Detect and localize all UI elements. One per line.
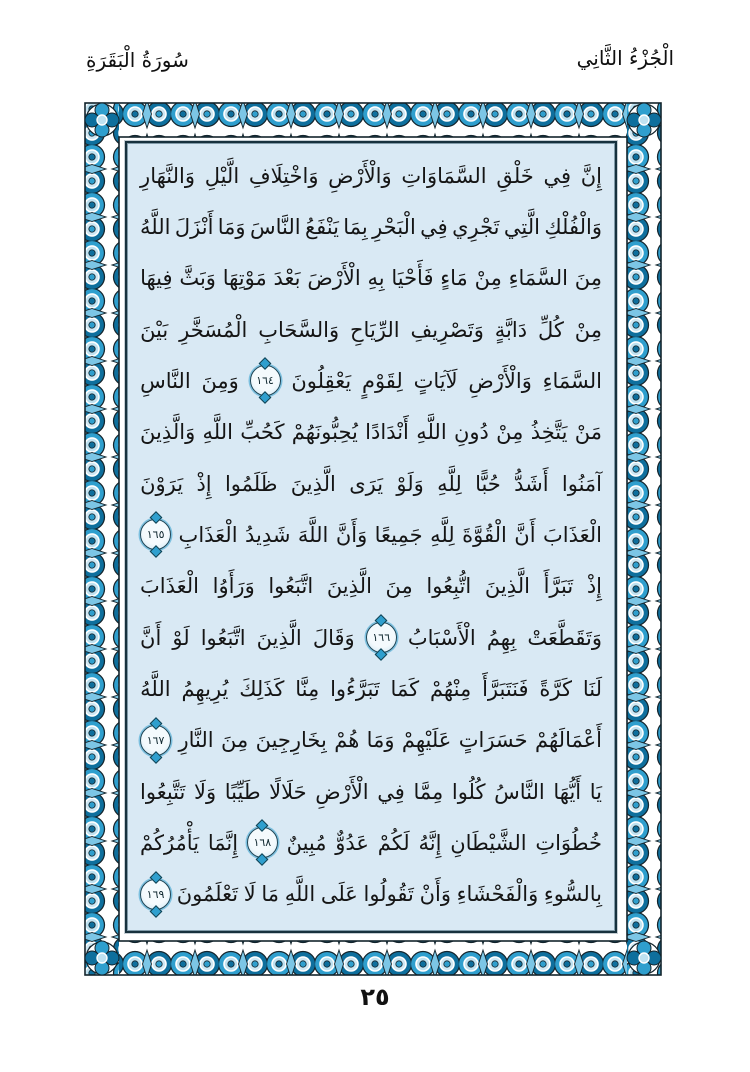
word: أَعْمَالَهُمْ [535, 728, 602, 753]
word: اتُّبِعُوا [426, 574, 472, 599]
word: وَلَوْ [396, 471, 424, 496]
word: مَا [261, 882, 280, 907]
word: إِنَّ [580, 163, 602, 188]
word: اللَّهُ [140, 214, 171, 239]
word: وَأَنْ [419, 882, 451, 907]
word: شَدِيدُ [244, 522, 291, 547]
word: مَاءٍ [440, 266, 468, 291]
word: اتَّبَعُوا [268, 574, 314, 599]
word: لَوْ [172, 625, 190, 650]
word: بَيْنَ [140, 317, 169, 342]
word: وَبَثَّ [179, 266, 216, 291]
quran-line [140, 562, 602, 611]
quran-line [140, 870, 602, 919]
word: كَرَّةً [539, 676, 572, 701]
word: السَّمَاوَاتِ [401, 163, 487, 188]
quran-line [140, 818, 602, 867]
word: طَيِّبًا [224, 779, 261, 804]
word: آمَنُوا [561, 471, 602, 496]
word: جَمِيعًا [374, 522, 423, 547]
word: الْأَسْبَابُ [407, 625, 476, 650]
word: الَّذِينَ [326, 574, 372, 599]
word: دَابَّةٍ [494, 317, 528, 342]
word: فِيهَا [140, 266, 173, 291]
word: تَقُولُوا [363, 882, 414, 907]
verse-marker [247, 827, 278, 858]
word: كَمَا [390, 676, 420, 701]
verse-marker [140, 725, 171, 756]
word: الشَّيْطَانِ [450, 830, 527, 855]
word: بِالسُّوءِ [543, 882, 602, 907]
word: يَرَوْنَ [140, 471, 184, 496]
word: وَمَا [217, 214, 246, 239]
word: لَنَا [582, 676, 602, 701]
word: مِنَ [385, 574, 413, 599]
word: الَّيْلِ [204, 163, 240, 188]
word: وَقَالَ [312, 625, 355, 650]
word: فِي [543, 163, 572, 188]
word: حُبًّا [475, 471, 501, 496]
word: وَالنَّهَارِ [140, 163, 195, 188]
text-panel [125, 141, 617, 933]
word: أَنْدَادًا [365, 420, 409, 445]
quran-line [140, 151, 602, 200]
word: اللَّهِ [284, 882, 316, 907]
word: كُلِّ [537, 317, 564, 342]
word: الْأَرْضَ [307, 266, 361, 291]
word: وَالْأَرْضِ [328, 163, 392, 188]
word: اللَّهِ [202, 420, 233, 445]
ornamental-frame [75, 97, 671, 981]
word: مُبِينٌ [286, 830, 327, 855]
word: الَّذِينَ [290, 471, 336, 496]
word: عَلَى [320, 882, 358, 907]
quran-line [140, 254, 602, 303]
quran-line [140, 408, 602, 457]
word: وَتَصْرِيفِ [410, 317, 484, 342]
word: عَلَيْهِمْ [401, 728, 452, 753]
verse-marker [140, 519, 171, 550]
word: بِخَارِجِينَ [255, 728, 327, 753]
verse-number: ١٦٥ [146, 528, 165, 542]
word: مِنْ [496, 420, 524, 445]
word: مِنَ [220, 728, 249, 753]
word: أَنَّ [514, 522, 536, 547]
word: مِنْهُمْ [429, 676, 472, 701]
word: بِهِمُ [486, 625, 517, 650]
word: لِلَّهِ [430, 522, 455, 547]
word: الْقُوَّةَ [462, 522, 507, 547]
word: النَّاسُ [494, 779, 545, 804]
word: السَّمَاءِ [542, 368, 602, 393]
verse-number: ١٦٨ [253, 836, 272, 850]
quran-line [140, 716, 602, 765]
word: السَّمَاءِ [508, 266, 568, 291]
quran-line [140, 459, 602, 508]
quran-line [140, 356, 602, 405]
word: حَسَرَاتٍ [458, 728, 528, 753]
word: وَالسَّحَابِ [258, 317, 340, 342]
word: وَأَنَّ [335, 522, 368, 547]
juz-title: الْجُزْءُ الثَّانِي [576, 46, 674, 70]
page-number: ٢٥ [360, 983, 390, 1011]
word: إِذْ [196, 471, 212, 496]
word: فَأَحْيَا [391, 266, 434, 291]
word: لِلَّهِ [437, 471, 462, 496]
word: يُرِيهِمُ [181, 676, 229, 701]
word: اللَّهُ [140, 676, 171, 701]
word: اتَّبَعُوا [200, 625, 246, 650]
word: فِي [420, 214, 448, 239]
word: يَرَى [349, 471, 384, 496]
word: إِنَّهُ [418, 830, 442, 855]
word: النَّاسِ [140, 368, 191, 393]
word: خَلْقِ [496, 163, 534, 188]
word: النَّاسَ [249, 214, 301, 239]
word: يَا [589, 779, 602, 804]
word: مِنْ [474, 266, 502, 291]
word: حَلَالًا [269, 779, 307, 804]
word: الرِّيَاحِ [350, 317, 400, 342]
word: الْأَرْضِ [315, 779, 369, 804]
word: مِنْ [574, 317, 602, 342]
word: يَأْمُرُكُمْ [140, 830, 200, 855]
word: الْبَحْرِ [372, 214, 416, 239]
word: الْعَذَابِ [178, 522, 238, 547]
word: تَعْلَمُونَ [176, 882, 239, 907]
word: مِنَ [574, 266, 602, 291]
word: دُونِ [453, 420, 489, 445]
word: كُلُوا [451, 779, 486, 804]
word: وَالْفَحْشَاءِ [456, 882, 539, 907]
word: لَكُمْ [377, 830, 410, 855]
quran-line [140, 664, 602, 713]
quran-line [140, 305, 602, 354]
word: بَعْدَ [273, 266, 301, 291]
word: مِنَّا [295, 676, 320, 701]
word: الْعَذَابَ [543, 522, 602, 547]
word: بِمَا [343, 214, 368, 239]
word: النَّارِ [178, 728, 214, 753]
verse-number: ١٦٧ [146, 733, 165, 747]
word: وَمِنَ [201, 368, 239, 393]
word: فَنَتَبَرَّأَ [482, 676, 529, 701]
word: وَرَأَوُا [212, 574, 255, 599]
verse-marker [366, 622, 397, 653]
word: إِنَّمَا [207, 830, 239, 855]
word: تَتَّبِعُوا [140, 779, 186, 804]
word: عَدُوٌّ [335, 830, 369, 855]
word: كَذَلِكَ [239, 676, 285, 701]
word: يَتَّخِذُ [530, 420, 568, 445]
word: وَتَقَطَّعَتْ [527, 625, 602, 650]
word: إِذْ [586, 574, 602, 599]
word: لِقَوْمٍ [361, 368, 403, 393]
word: تَبَرَّءُوا [330, 676, 380, 701]
word: يُحِبُّونَهُمْ [291, 420, 358, 445]
quran-line [140, 202, 602, 251]
word: أَشَدُّ [514, 471, 549, 496]
word: وَمَا [366, 728, 395, 753]
word: الْمُسَخَّرِ [179, 317, 248, 342]
word: لَا [243, 882, 256, 907]
word: كَحُبِّ [240, 420, 285, 445]
word: الَّذِينَ [256, 625, 302, 650]
word: بِهِ [367, 266, 385, 291]
word: أَنَّ [140, 625, 162, 650]
word: اللَّهِ [416, 420, 447, 445]
word: مِمَّا [413, 779, 444, 804]
word: الَّذِينَ [484, 574, 530, 599]
verse-marker [250, 365, 281, 396]
word: اللَّهَ [297, 522, 329, 547]
quran-text [127, 143, 615, 931]
word: أَيُّهَا [553, 779, 582, 804]
verse-marker [140, 879, 171, 910]
word: فِي [377, 779, 405, 804]
word: يَعْقِلُونَ [291, 368, 352, 393]
word: هُمْ [334, 728, 360, 753]
word: الْعَذَابَ [140, 574, 199, 599]
quran-line [140, 510, 602, 559]
quran-line [140, 613, 602, 662]
word: مَنْ [574, 420, 602, 445]
word: الَّتِي [503, 214, 540, 239]
surah-title: سُورَةُ الْبَقَرَةِ [86, 48, 189, 72]
word: ظَلَمُوا [224, 471, 278, 496]
verse-number: ١٦٦ [372, 631, 391, 645]
word: تَجْرِي [452, 214, 500, 239]
word: وَالْأَرْضِ [468, 368, 532, 393]
verse-number: ١٦٤ [256, 374, 274, 388]
word: وَالْفُلْكِ [544, 214, 602, 239]
word: يَنْفَعُ [304, 214, 339, 239]
word: أَنْزَلَ [174, 214, 214, 239]
word: لَآيَاتٍ [413, 368, 458, 393]
word: خُطُوَاتِ [535, 830, 602, 855]
word: وَاخْتِلَافِ [248, 163, 319, 188]
word: وَالَّذِينَ [140, 420, 196, 445]
word: وَلَا [194, 779, 217, 804]
quran-line [140, 767, 602, 816]
word: تَبَرَّأَ [543, 574, 574, 599]
verse-number: ١٦٩ [146, 887, 165, 901]
word: مَوْتِهَا [222, 266, 267, 291]
